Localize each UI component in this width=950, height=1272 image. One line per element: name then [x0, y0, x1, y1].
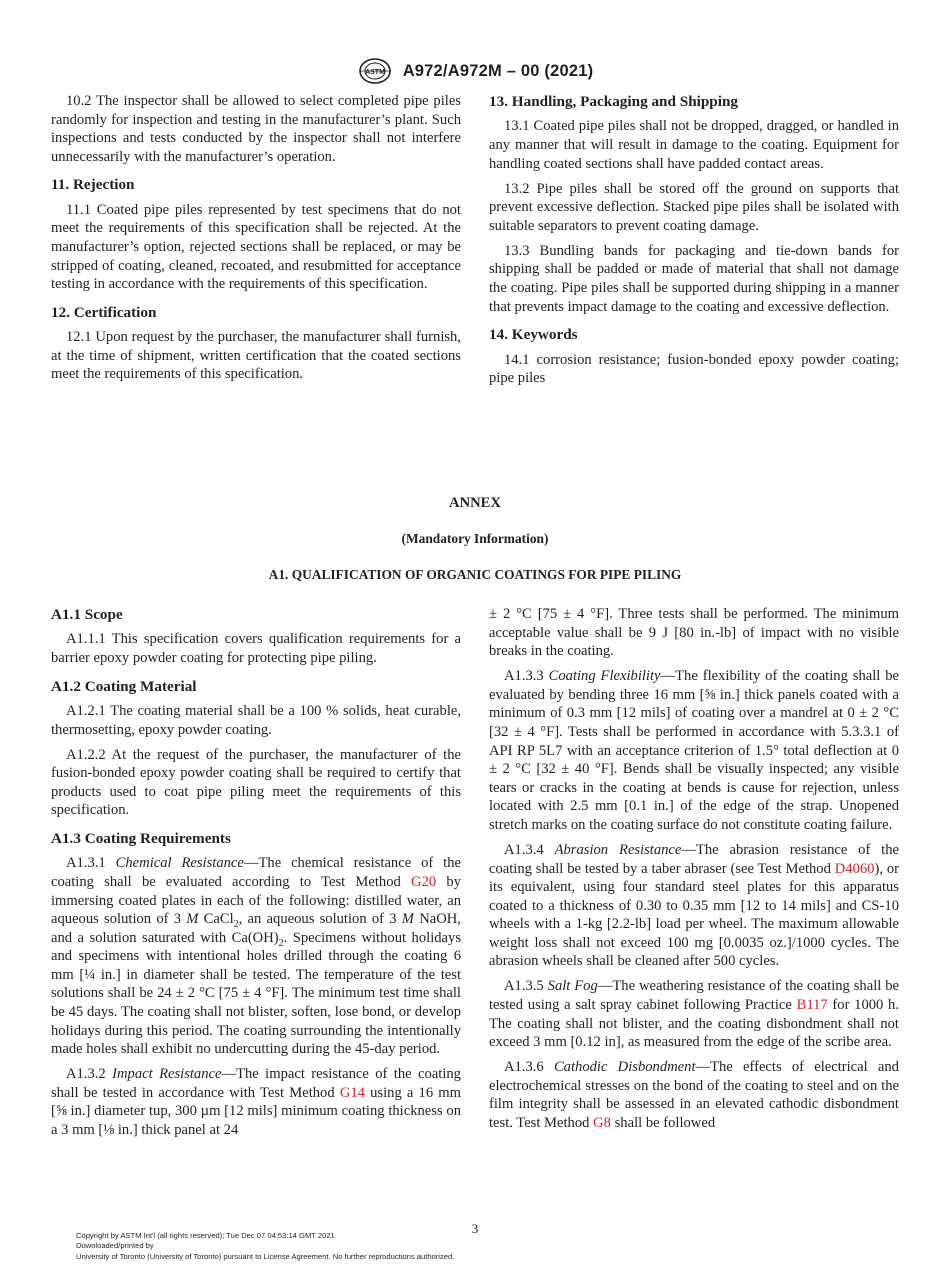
paragraph: 14.1 corrosion resistance; fusion-bonded epoxy powder coating; pipe piles	[489, 351, 899, 387]
reference-link-g20[interactable]: G20	[411, 873, 437, 890]
paragraph: 10.2 The inspector shall be allowed to select completed pipe piles randomly for inspection and testing in the manufacturer’s plant. Such inspections and tests conducted by the inspector shall not interfere unnecessarily with the manufacturer’s operation.	[51, 93, 461, 165]
paragraph: 13.2 Pipe piles shall be stored off the ground on supports that prevent excessive deflection. Stacked pipe piles shall be isolated with suitable separators to prevent coating damage.	[489, 180, 899, 234]
section-heading: 13. Handling, Packaging and Shipping	[489, 93, 739, 110]
paragraph-coating-flexibility: A1.3.3 Coating Flexibility—The flexibility of the coating shall be evaluated by bending three 16 mm [⅝ in.] thick panels coated with a minimum of 0.3 mm [12 mils] of coating over a mandrel at 0 ± 2 °C [32 ± 4 °F]. Tests shall be performed in accordance with 5.3.3.1 of API RP 5L7 with an acceptance criterion of 1.5° total deflection at 0 ± 2 °C [32 ± 40 °F]. Bends shall be visually inspected; any visible tears or cracks in the coating at bends is cause for rejection, unless located with 2.5 mm [0.1 in.] of the edge of the strap. Unopened stretch marks on the coating surface do not constitute coating failure.	[489, 668, 899, 833]
left-column-bottom	[51, 605, 461, 1146]
footer-line: Downloaded/printed by	[76, 1241, 154, 1251]
paragraph: 13.3 Bundling bands for packaging and tie-down bands for shipping shall be padded or made of material that shall not damage the coating. Pipe piles shall be supported during shipping in a manner that prevents impact damage to the coating and excessive deflection.	[489, 242, 899, 315]
paragraph-chemical-resistance: A1.3.1 Chemical Resistance—The chemical resistance of the coating shall be evaluated according to Test Method G20 by immersing coated plates in each of the following: distilled water, an aqueous solution of 3 M CaCl$_2$, an aqueous solution of 3 M NaOH, and a solution saturated with $Ca(OH)_2$. Specimens without holidays and specimens with intentional holes drilled through the coating 6 mm [¼ in.] in diameter shall be tested. The temperature of the test solutions shall be 24 ± 2 °C [75 ± 4 °F]. The minimum test time shall be 45 days. The coating shall not blister, soften, lose bond, or develop holidays during this period. The coating surrounding the intentionally made holes shall exhibit no undercutting during the 45-day period.	[51, 855, 461, 1058]
page-number: 3	[471, 1221, 479, 1236]
astm-logo-icon	[357, 57, 393, 85]
section-heading: A1.1 Scope	[51, 606, 123, 623]
document-designation: A972/A972M – 00 (2021)	[402, 61, 594, 80]
paragraph: A1.2.1 The coating material shall be a 100 % solids, heat curable, thermosetting, epoxy powder coating.	[51, 702, 461, 738]
paragraph: 13.1 Coated pipe piles shall not be dropped, dragged, or handled in any manner that will result in damage to the coating. Equipment for handling coated sections shall have padded contact areas.	[489, 118, 899, 172]
paragraph: 12.1 Upon request by the purchaser, the manufacturer shall furnish, at the time of shipment, written certification that the coated sections meet the requirements of this specification.	[51, 329, 461, 383]
paragraph-impact-resistance: A1.3.2 Impact Resistance—The impact resistance of the coating shall be tested in accordance with Test Method G14 using a 16 mm [⅝ in.] diameter tup, 300 µm [12 mils] minimum coating thickness on a 3 mm [⅛ in.] thick panel at 24	[51, 1066, 461, 1139]
section-heading: 14. Keywords	[489, 326, 578, 344]
reference-link-d4060[interactable]: D4060	[834, 860, 875, 877]
annex-title: ANNEX	[449, 495, 501, 511]
paragraph: 11.1 Coated pipe piles represented by test specimens that do not meet the requirements of this specification shall be rejected. At the manufacturer’s option, rejected sections shall be replaced, or may be stripped of coating, cleaned, recoated, and resubmitted for acceptance testing in accordance with the requirements of this specification.	[51, 201, 461, 293]
section-heading: A1.3 Coating Requirements	[51, 829, 231, 847]
annex-subtitle: (Mandatory Information)	[401, 531, 549, 546]
page-header	[0, 57, 950, 85]
left-column-top	[51, 92, 461, 390]
right-column-bottom	[489, 605, 899, 1139]
paragraph-abrasion-resistance: A1.3.4 Abrasion Resistance—The abrasion resistance of the coating shall be tested by a taber abraser (see Test Method D4060), or its equivalent, using four standard steel plates for this apparatus coated to a thickness of 0.30 to 0.35 mm [12 to 14 mils] and CS-10 wheels with a 1-kg [2.2-lb] load per wheel. The maximum allowable weight loss shall not exceed 100 mg [0.0035 oz.]/1000 cycles. The abrasion wheels shall be cleaned after 500 cycles.	[489, 841, 900, 970]
footer-line: Copyright by ASTM Int'l (all rights reserved); Tue Dec 07 04:53:14 GMT 2021	[76, 1231, 335, 1240]
reference-link-b117[interactable]: B117	[796, 997, 828, 1014]
annex-heading: A1. QUALIFICATION OF ORGANIC COATINGS FOR PIPE PILING	[268, 567, 682, 582]
section-heading: 11. Rejection	[51, 176, 135, 194]
paragraph-continued: ± 2 °C [75 ± 4 °F]. Three tests shall be performed. The minimum acceptable value shall be 9 J [80 in.-lb] of impact with no visible breaks in the coating.	[489, 606, 899, 660]
paragraph-salt-fog: A1.3.5 Salt Fog—The weathering resistance of the coating shall be tested using a salt spray cabinet following Practice B117 for 1000 h. The coating shall not blister, and the coating disbondment shall not exceed 3 mm [0.12 in], as measured from the edge of the scribe area.	[489, 978, 899, 1051]
section-heading: 12. Certification	[51, 303, 157, 321]
paragraph-cathodic-disbondment: A1.3.6 Cathodic Disbondment—The effects of electrical and electrochemical stresses on the bond of the coating to steel and on the film integrity shall be assessed in an elevated cathodic disbondment test. Test Method G8 shall be followed	[489, 1059, 899, 1131]
copyright-footer	[76, 1231, 454, 1262]
section-heading: A1.2 Coating Material	[51, 677, 197, 695]
logo-text: ASTM	[364, 69, 385, 76]
paragraph: A1.1.1 This specification covers qualification requirements for a barrier epoxy powder coating for protecting pipe piling.	[51, 631, 461, 666]
reference-link-g8[interactable]: G8	[593, 1115, 611, 1131]
reference-link-g14[interactable]: G14	[339, 1084, 365, 1101]
footer-line: University of Toronto (University of Toronto) pursuant to License Agreement. No further reproductions authorized.	[76, 1251, 455, 1261]
paragraph: A1.2.2 At the request of the purchaser, the manufacturer of the fusion-bonded epoxy powder coating shall be required to certify that products used to coat pipe piling meet the requirements of this specification.	[51, 746, 461, 819]
right-column-top	[489, 92, 899, 394]
